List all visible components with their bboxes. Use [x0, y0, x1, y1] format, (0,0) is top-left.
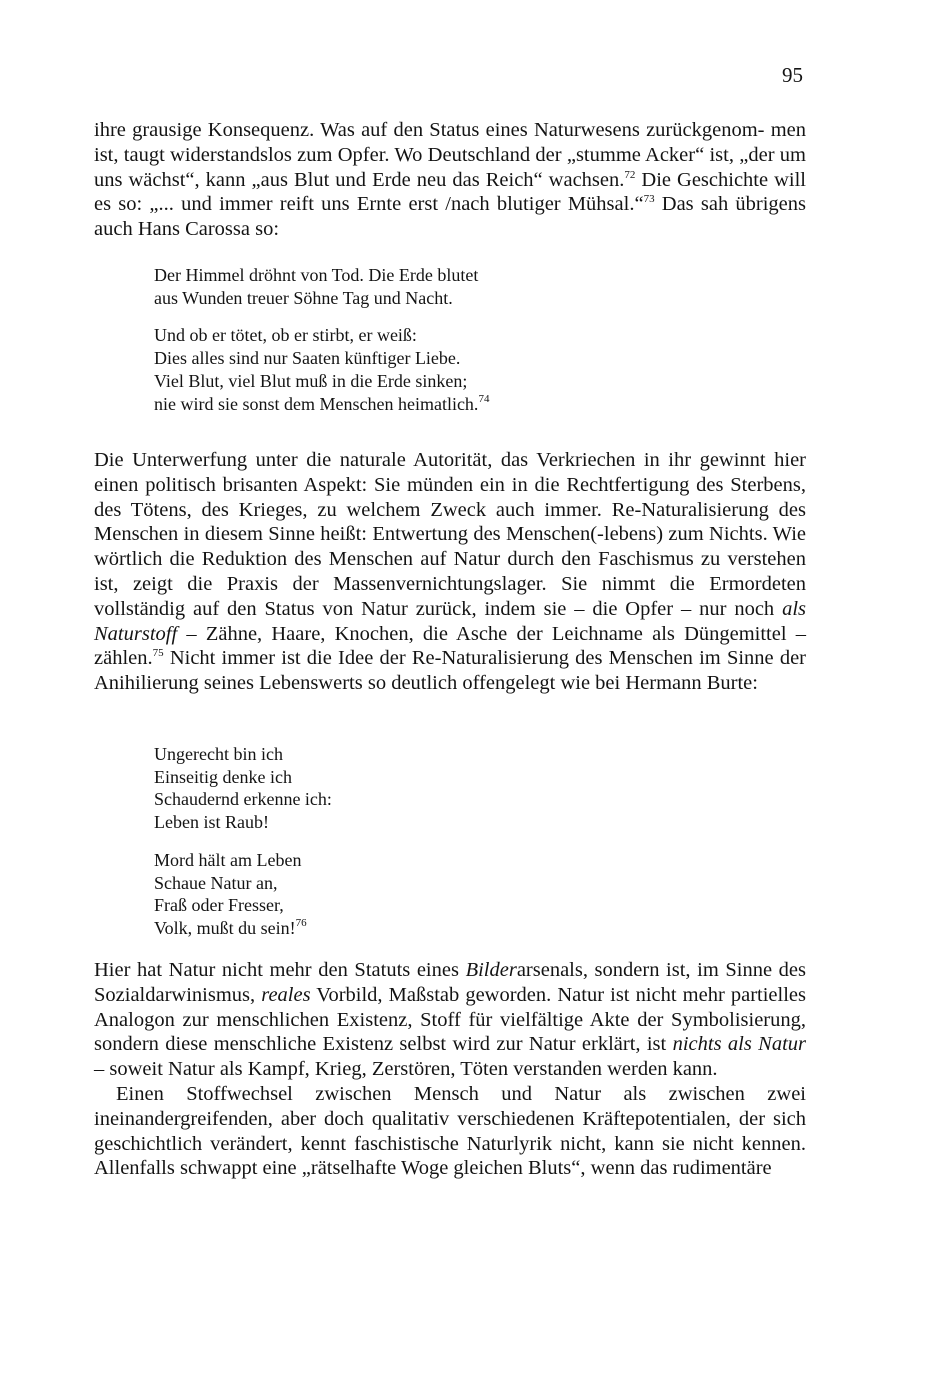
poem-stanza [154, 849, 754, 940]
footnote-ref: 75 [152, 647, 164, 660]
poem-burte [154, 743, 754, 955]
verse-text: nie wird sie sonst dem Menschen heimatlich. [154, 393, 479, 414]
poem-stanza [154, 264, 754, 309]
italic-phrase: nichts als Natur [672, 1033, 806, 1056]
verse-line [154, 917, 754, 940]
text-run: Die Unterwerfung unter die naturale Autorität, das Verkriechen in ihr gewinnt hier einen politisch brisanten Aspekt: Sie münden ein in die Rechtfertigung des Sterbens, des Tötens, des Krieges, zu welchem Zweck auch immer. Re-Naturalisierung des Menschen in diesem Sinne heißt: Entwertung des Menschen(-lebens) zum Nichts. Wie wörtlich die Reduktion des Menschen auf Natur durch den Faschismus zu verstehen ist, zeigt die Praxis der Massenvernichtungslager. Sie nimmt die Ermordeten vollständig auf den Status von Natur zurück, indem sie – die Opfer – nur noch [94, 449, 806, 620]
paragraph-1 [94, 118, 806, 242]
text-run: Hier hat Natur nicht mehr den Statuts eines [94, 959, 466, 981]
verse-text: Volk, mußt du sein! [154, 917, 296, 938]
verse-line: Einseitig denke ich [154, 766, 292, 787]
verse-line: Mord hält am Leben [154, 849, 302, 870]
verse-line [154, 393, 754, 416]
text-run: Nicht immer ist die Idee der Re-Naturalisierung des Menschen im Sinne der Anihilierung seines Lebenswerts so deutlich offengelegt wie bei Hermann Burte: [94, 647, 806, 695]
text-run: – soweit Natur als Kampf, Krieg, Zerstören, Töten verstanden werden kann. [94, 1058, 718, 1081]
italic-phrase: als Naturstoff [94, 597, 806, 645]
text-run: Die Geschichte will es so: „... und immer reift uns Ernte erst /nach blutiger Mühsal.“ [94, 168, 807, 216]
verse-line: Schaue Natur an, [154, 872, 278, 893]
footnote-ref: 76 [295, 916, 307, 929]
footnote-ref: 72 [624, 168, 636, 181]
verse-line: Leben ist Raub! [154, 812, 269, 833]
poem-stanza [154, 324, 754, 415]
text-run: ist, „der um uns wächst“, kann „aus Blut und Erde neu das Reich“ wachsen. [94, 143, 806, 191]
page-number: 95 [782, 63, 803, 87]
verse-line: Fraß oder Fresser, [154, 895, 284, 916]
text-run: Vorbild, Maßstab geworden. Natur ist nicht mehr partielles Analogon zur menschlichen Existenz, Stoff für vielfältige Akte der Symbolisierung, sondern diese menschliche Existenz selbst wird zur Natur erklärt, ist [94, 983, 806, 1056]
text-run: – Zähne, Haare, Knochen, die Asche der Leichname als Düngemittel – zählen. [94, 622, 806, 670]
text-run: ihre grausige Konsequenz. Was auf den Status eines Naturwesens zurückgenom- [94, 119, 765, 141]
poem-carossa [154, 264, 754, 430]
footnote-ref: 73 [643, 193, 655, 206]
verse-line: aus Wunden treuer Söhne Tag und Nacht. [154, 287, 453, 308]
verse-line: Ungerecht bin ich [154, 744, 283, 764]
text-run: arsenals, sondern ist, im Sinne des Sozialdarwinismus, [94, 959, 806, 1006]
italic-phrase: Bilder [465, 959, 517, 981]
text-run: men ist, taugt widerstandslos zum Opfer. Wo Deutschland der „stumme Acker“ [94, 119, 807, 166]
footnote-ref: 74 [478, 392, 490, 405]
italic-phrase: reales [261, 983, 311, 1006]
verse-line: Viel Blut, viel Blut muß in die Erde sinken; [154, 370, 468, 391]
paragraph-2 [94, 448, 806, 696]
verse-line: Dies alles sind nur Saaten künftiger Liebe. [154, 348, 461, 369]
poem-stanza [154, 743, 754, 834]
text-run: Das sah übrigens auch Hans Carossa so: [94, 193, 807, 241]
paragraph-3 [94, 958, 806, 1181]
paragraph-4: Einen Stoffwechsel zwischen Mensch und Natur als zwischen zwei ineinandergreifenden, aber doch qualitativ verschiedenen Kräftepotentialen, der sich geschichtlich verändert, kennt faschistische Naturlyrik nicht, kann sie nicht kennen. Allenfalls schwappt eine „rätselhafte Woge gleichen Bluts“, wenn das rudimentäre [94, 1082, 806, 1180]
verse-line: Der Himmel dröhnt von Tod. Die Erde blutet [154, 265, 479, 285]
verse-line: Und ob er tötet, ob er stirbt, er weiß: [154, 325, 417, 346]
verse-line: Schaudernd erkenne ich: [154, 789, 332, 810]
